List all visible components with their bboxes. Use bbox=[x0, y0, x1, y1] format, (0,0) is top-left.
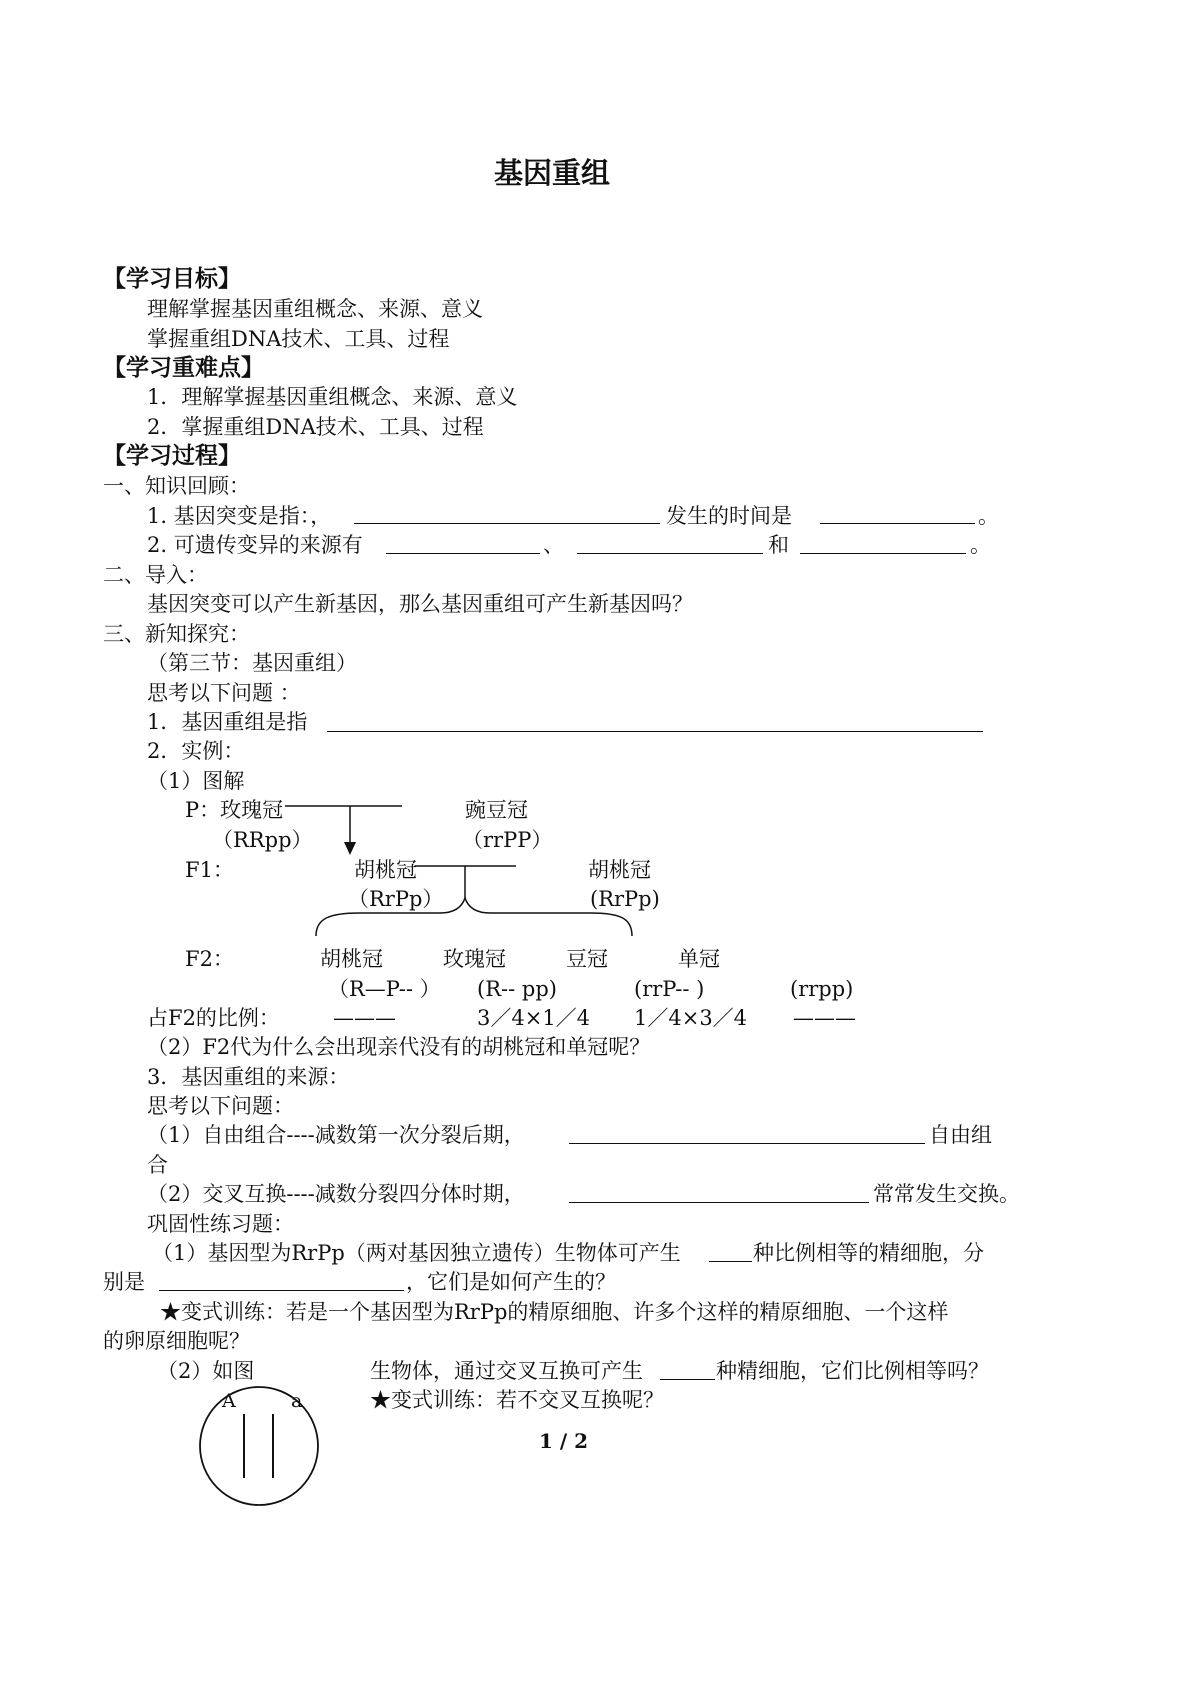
f2-type-single: 单冠 bbox=[678, 947, 720, 971]
difficulty-item-2: 2．掌握重组DNA技术、工具、过程 bbox=[147, 415, 484, 439]
practice-2-text: 生物体，通过交叉互换可产生 bbox=[370, 1359, 643, 1383]
ratio-rose: 3／4×1／4 bbox=[477, 1006, 591, 1030]
f1-right-phenotype: 胡桃冠 bbox=[588, 858, 651, 882]
practice-heading: 巩固性练习题： bbox=[147, 1212, 294, 1236]
p-generation-label: P：玫瑰冠 bbox=[185, 798, 284, 822]
diagram-label: （1）图解 bbox=[147, 769, 245, 793]
difficulties-heading: 【学习重难点】 bbox=[103, 355, 264, 381]
goals-heading: 【学习目标】 bbox=[103, 266, 241, 292]
difficulty-item-1: 1．理解掌握基因重组概念、来源、意义 bbox=[147, 385, 518, 409]
review-q2-sep1: 、 bbox=[543, 533, 564, 557]
cell-allele-label-left: A bbox=[222, 1390, 236, 1412]
practice-1-text-2: 种比例相等的精细胞，分 bbox=[753, 1241, 984, 1265]
sources-heading: 3．基因重组的来源： bbox=[147, 1065, 350, 1089]
explore-section: （第三节：基因重组） bbox=[147, 651, 357, 675]
p-right-phenotype: 豌豆冠 bbox=[465, 798, 528, 822]
practice-1-text: （1）基因型为RrPp（两对基因独立遗传）生物体可产生 bbox=[152, 1241, 681, 1265]
goal-item-2: 掌握重组DNA技术、工具、过程 bbox=[147, 327, 450, 351]
source-1-suffix: 自由组 bbox=[929, 1123, 992, 1147]
page-number: 1 / 2 bbox=[539, 1429, 589, 1453]
explore-think: 思考以下问题 ： bbox=[147, 681, 301, 705]
review-q1-middle: 发生的时间是 bbox=[666, 504, 792, 528]
practice-2-label: （2）如图 bbox=[157, 1359, 255, 1383]
review-q2-sep2: 和 bbox=[768, 533, 789, 557]
ratio-walnut: ——— bbox=[333, 1006, 396, 1030]
f1-left-genotype: （RrPp） bbox=[348, 887, 444, 911]
source-2-blank[interactable] bbox=[569, 1202, 869, 1203]
review-q1-end: 。 bbox=[978, 504, 999, 528]
page-title: 基因重组 bbox=[494, 156, 611, 190]
p-right-genotype: （rrPP） bbox=[462, 828, 553, 852]
review-q1-prefix: 1. 基因突变是指：， bbox=[147, 504, 332, 528]
explore-heading: 三、新知探究： bbox=[103, 622, 250, 646]
variant-2-text: ★变式训练：若不交叉互换呢？ bbox=[370, 1388, 664, 1412]
f2-geno-walnut: （R—P-- ） bbox=[328, 977, 441, 1001]
f2-type-walnut: 胡桃冠 bbox=[320, 947, 383, 971]
explore-q1: 1．基因重组是指 bbox=[147, 710, 308, 734]
source-1-blank[interactable] bbox=[569, 1143, 925, 1144]
intro-text: 基因突变可以产生新基因，那么基因重组可产生新基因吗？ bbox=[147, 592, 693, 616]
f2-geno-single: (rrpp) bbox=[790, 977, 854, 1001]
f1-right-genotype: (RrPp) bbox=[590, 887, 660, 911]
f1-left-phenotype: 胡桃冠 bbox=[354, 858, 417, 882]
diagram-question: （2）F2代为什么会出现亲代没有的胡桃冠和单冠呢？ bbox=[147, 1035, 651, 1059]
review-heading: 一、知识回顾： bbox=[103, 474, 250, 498]
f2-geno-rose: (R-- pp) bbox=[477, 977, 557, 1001]
review-q2-prefix: 2. 可遗传变异的来源有 bbox=[147, 533, 363, 557]
ratio-single: ——— bbox=[793, 1006, 856, 1030]
f2-type-pea: 豆冠 bbox=[566, 947, 608, 971]
cell-allele-label-right: a bbox=[291, 1390, 303, 1412]
process-heading: 【学习过程】 bbox=[103, 443, 241, 469]
practice-1-text-4: ，它们是如何产生的？ bbox=[406, 1270, 616, 1294]
f2-geno-pea: (rrP-- ) bbox=[634, 977, 705, 1001]
f2-generation-label: F2： bbox=[185, 947, 234, 971]
source-1-wrap: 合 bbox=[147, 1153, 168, 1177]
variant-1-text-2: 的卵原细胞呢？ bbox=[103, 1329, 250, 1353]
review-q2-end: 。 bbox=[970, 533, 991, 557]
p-left-genotype: （RRpp） bbox=[212, 828, 313, 852]
practice-1-blank-count[interactable] bbox=[709, 1261, 752, 1262]
f1-generation-label: F1： bbox=[185, 858, 234, 882]
practice-2-blank[interactable] bbox=[660, 1379, 715, 1380]
source-1-text: （1）自由组合----减数第一次分裂后期， bbox=[147, 1123, 525, 1147]
f2-type-rose: 玫瑰冠 bbox=[443, 947, 506, 971]
source-2-text: （2）交叉互换----减数分裂四分体时期， bbox=[147, 1182, 525, 1206]
explore-q2: 2．实例： bbox=[147, 739, 245, 763]
ratio-label: 占F2的比例： bbox=[147, 1006, 280, 1030]
practice-2-text-2: 种精细胞，它们比例相等吗？ bbox=[716, 1359, 989, 1383]
variant-1-text: ★变式训练：若是一个基因型为RrPp的精原细胞、许多个这样的精原细胞、一个这样 bbox=[160, 1300, 949, 1324]
intro-heading: 二、导入： bbox=[103, 563, 208, 587]
practice-1-blank-types[interactable] bbox=[159, 1290, 404, 1291]
practice-1-text-3: 别是 bbox=[103, 1270, 145, 1294]
goal-item-1: 理解掌握基因重组概念、来源、意义 bbox=[147, 297, 483, 321]
ratio-pea: 1／4×3／4 bbox=[634, 1006, 748, 1030]
sources-think: 思考以下问题： bbox=[147, 1094, 294, 1118]
source-2-suffix: 常常发生交换。 bbox=[873, 1182, 1020, 1206]
